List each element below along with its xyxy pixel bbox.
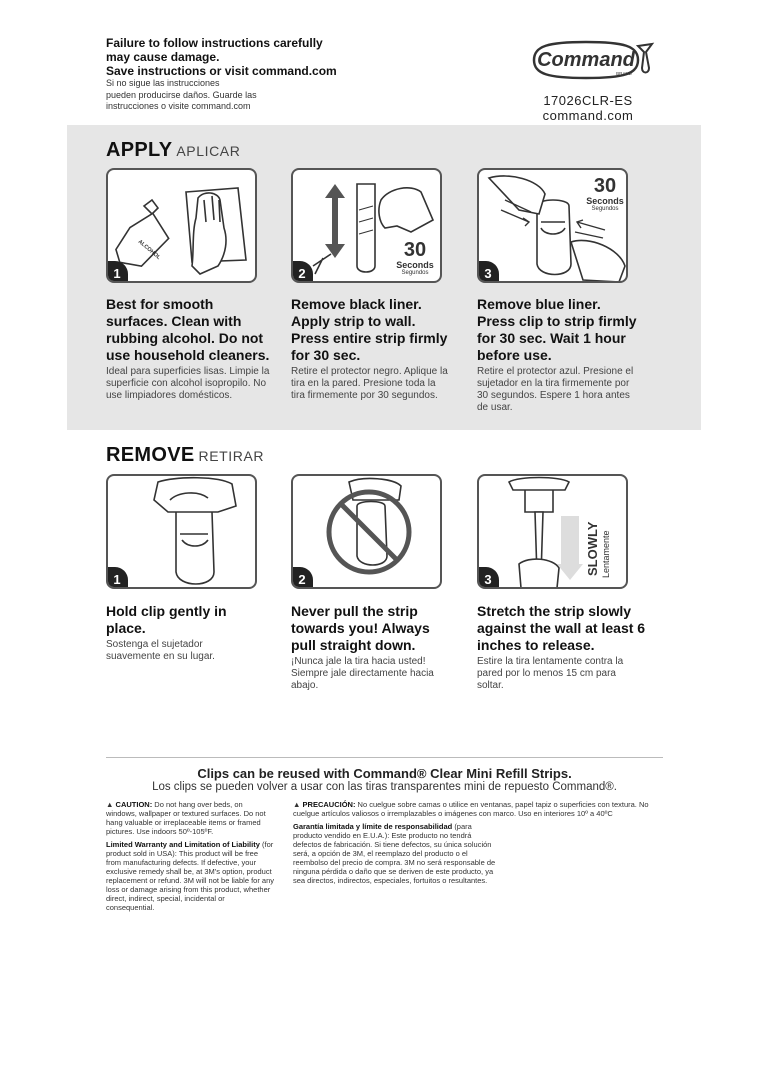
warranty-block (106, 840, 274, 912)
reuse-note: Clips can be reused with Command® Clear Mini Refill Strips. (197, 766, 572, 781)
no-pull-icon (293, 476, 442, 589)
footer-divider (106, 757, 663, 758)
warranty-text: (for product sold in USA): This product will be free from manufacturing defects. If defective, your exclusive remedy shall be, at 3M's option, product replacement or refund. 3M will not be liable for any loss or damage arising from this product, whether direct, indirect, special, incidental or consequential. (106, 840, 275, 912)
hold-clip-icon (108, 476, 257, 589)
timer-unit-es: Segundos (591, 206, 619, 212)
step-heading: Remove black liner. Apply strip to wall. Press entire strip firmly for 30 sec. (291, 296, 448, 363)
warning-line-es: Si no sigue las instrucciones (106, 78, 220, 88)
step-spanish: ¡Nunca jale la tira hacia usted! Siempre jale directamente hacia abajo. (291, 656, 434, 691)
slowly-label (585, 516, 619, 586)
slowly-text-es: Lentamente (601, 530, 611, 578)
remove-step-1-illustration (106, 474, 257, 589)
step-spanish: Retire el protector negro. Aplique la tira en la pared. Presione toda la tira firmemente por 30 segundos. (291, 366, 448, 401)
step-spanish: Estire la tira lentamente contra la pared por lo menos 15 cm para soltar. (477, 656, 624, 691)
timer-badge (581, 176, 628, 213)
apply-step-2-illustration (291, 168, 442, 283)
alcohol-bottle-icon (108, 170, 257, 283)
remove-step-2-text (291, 603, 451, 692)
product-code-block (528, 93, 648, 123)
remove-step-2-illustration (291, 474, 442, 589)
warning-line: Save instructions or visit command.com (106, 64, 337, 78)
warning-spanish (106, 78, 336, 113)
step-number: 2 (291, 567, 313, 589)
website: command.com (542, 108, 634, 123)
warning-line: may cause damage. (106, 50, 220, 64)
garantia-block (293, 822, 498, 885)
command-logo (528, 38, 656, 82)
timer-value: 30 (593, 175, 617, 197)
caution-block (106, 800, 274, 912)
step-heading: Never pull the strip towards you! Always pull straight down. (291, 603, 430, 653)
step-spanish: Sostenga el sujetador suavemente en su lugar. (106, 639, 215, 662)
remove-title: REMOVE (106, 444, 195, 466)
step-number: 2 (291, 261, 313, 283)
precaucion-block (293, 800, 653, 885)
apply-step-1-illustration (106, 168, 257, 283)
remove-step-3-illustration (477, 474, 628, 589)
remove-step-1-text (106, 603, 246, 663)
remove-heading (106, 444, 264, 467)
warning-line-es: pueden producirse daños. Guarde las (106, 89, 257, 100)
timer-value: 30 (403, 239, 427, 261)
warning-triangle-icon: ▲ (293, 800, 301, 809)
logo-text: Command (537, 49, 635, 71)
apply-title-es: APLICAR (176, 143, 241, 159)
garantia-text: (para producto vendido en E.U.A.): Este producto no tendrá defectos de fabricación. Si tiene defectos, su única solución será, a opción de 3M, el reemplazo del producto o el reembolso del precio de compra. 3M no será responsable de ninguna pérdida o daño que se deriven de este producto, ya sea directos, indirectos, especiales, fortuitos o resultantes. (293, 822, 496, 885)
apply-step-2-text (291, 296, 451, 402)
apply-heading (106, 139, 240, 162)
timer-badge (391, 240, 439, 277)
step-spanish: Ideal para superficies lisas. Limpie la superficie con alcohol isopropilo. No use limpiadores domésticos. (106, 366, 270, 401)
reuse-note-es: Los clips se pueden volver a usar con las tiras transparentes mini de repuesto Command®. (152, 781, 617, 793)
step-heading: Hold clip gently in place. (106, 603, 227, 636)
step-number: 1 (106, 261, 128, 283)
hook-icon (638, 44, 652, 73)
warning-line-es: instrucciones o visite command.com (106, 101, 251, 111)
logo-brand: BRAND (616, 71, 632, 76)
product-code: 17026CLR-ES (543, 93, 633, 108)
garantia-label: Garantía limitada y límite de responsabilidad (293, 822, 453, 831)
step-number: 3 (477, 261, 499, 283)
alcohol-label: ALCOHOL (136, 238, 162, 262)
timer-unit: Seconds (396, 260, 434, 270)
timer-unit-es: Segundos (401, 270, 429, 276)
apply-step-3-illustration (477, 168, 628, 283)
apply-step-3-text (477, 296, 642, 414)
caution-label: CAUTION: (115, 800, 153, 809)
remove-title-es: RETIRAR (198, 448, 265, 464)
warranty-label: Limited Warranty and Limitation of Liability (106, 840, 260, 849)
precaucion-label: PRECAUCIÓN: (302, 800, 356, 809)
slowly-text: SLOWLY (585, 521, 600, 576)
warning-english (106, 36, 406, 78)
step-number: 1 (106, 567, 128, 589)
step-spanish: Retire el protector azul. Presione el sujetador en la tira firmemente por 30 segundos. Espere 1 hora antes de usar. (477, 366, 634, 413)
precaucion-text: No cuelgue sobre camas o utilice en ventanas, papel tapiz o superficies con textura. No cuelgue artículos valiosos o irremplazables o imágenes con marco. Uso en interiores 10º a 40ºC (293, 800, 649, 818)
apply-title: APPLY (106, 139, 173, 161)
step-heading: Best for smooth surfaces. Clean with rubbing alcohol. Do not use household cleaners. (106, 296, 270, 363)
apply-step-1-text (106, 296, 278, 402)
warning-triangle-icon: ▲ (106, 800, 114, 809)
caution-text: Do not hang over beds, on windows, wallpaper or textured surfaces. Do not hang valuable or irreplaceable items or framed pictures. Use indoors 50º-105ºF. (106, 800, 266, 836)
timer-unit: Seconds (586, 196, 624, 206)
remove-step-3-text (477, 603, 647, 692)
step-heading: Stretch the strip slowly against the wall at least 6 inches to release. (477, 603, 646, 653)
step-heading: Remove blue liner. Press clip to strip firmly for 30 sec. Wait 1 hour before use. (477, 296, 637, 363)
warning-line: Failure to follow instructions carefully (106, 36, 323, 50)
step-number: 3 (477, 567, 499, 589)
